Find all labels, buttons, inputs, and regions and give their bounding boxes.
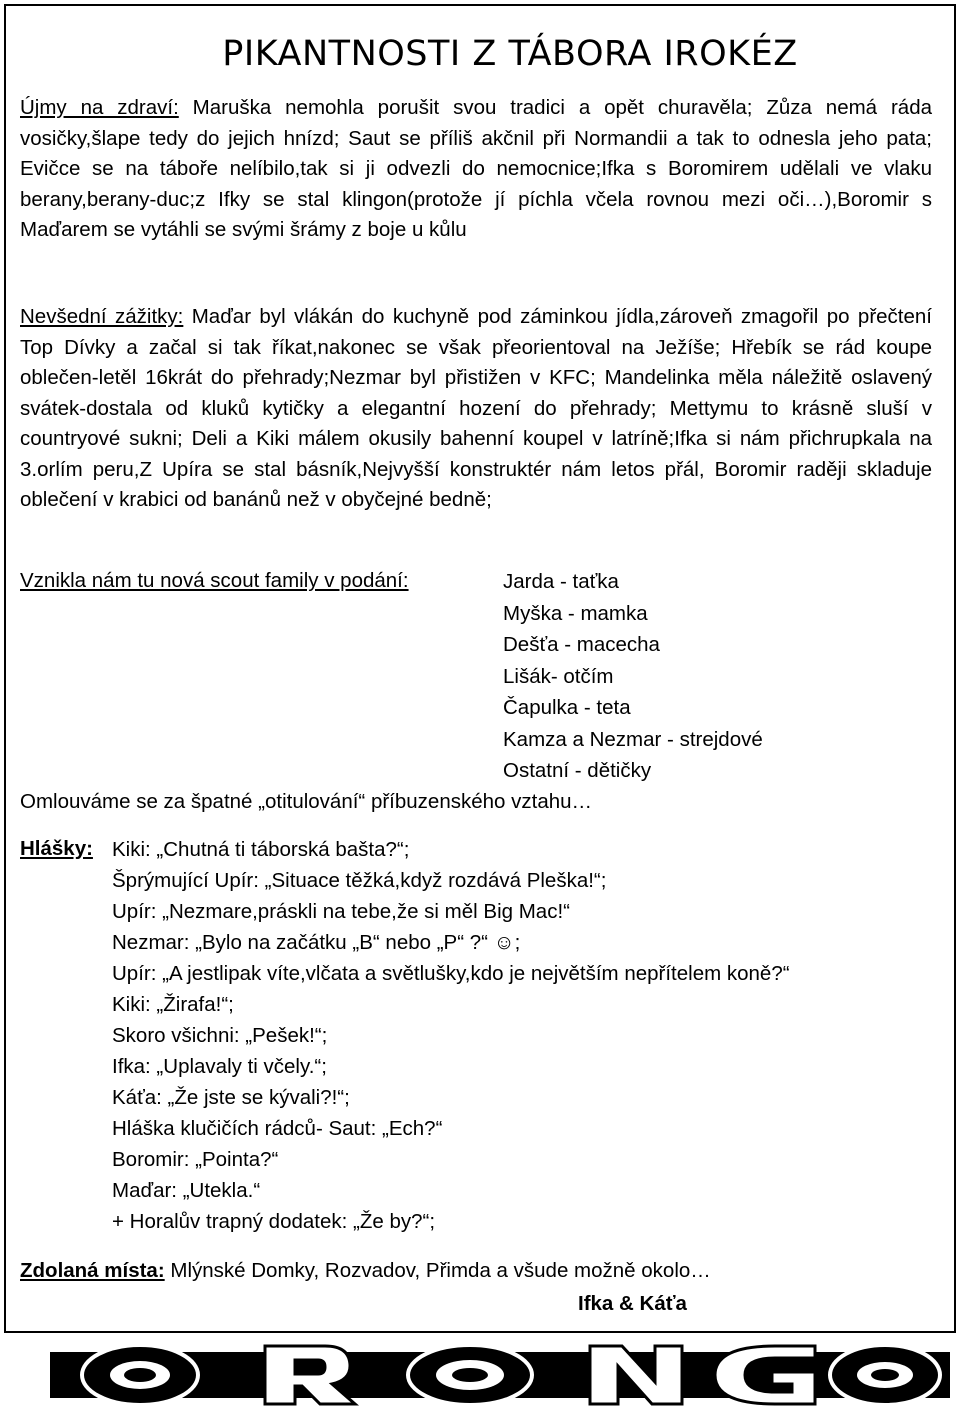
quote-line: + Horalův trapný dodatek: „Že by?“; [112,1210,436,1233]
quote-line: Hláška klučičích rádců- Saut: „Ech?“ [112,1117,443,1140]
page-title: PIKANTNOSTI Z TÁBORA IROKÉZ [222,34,798,74]
injuries-paragraph [20,93,932,246]
family-member: Lišák- otčím [503,664,614,688]
quotes-list [112,834,790,1237]
injuries-text: Maruška nemohla porušit svou tradici a opět churavěla; Zůza nemá ráda vosičky,šlape tedy do jejich hnízd; Saut se příliš akčnil při Normandii a tak to odnesla jeho pata; Evičce se na táboře nelíbilo,tak si ji odvezli do nemocnice;Ifka s Boromirem udělali ve vlaku berany,berany-duc;z Ifky se stal klingon(protože jí píchla včela rovnou mezi oči…),Boromir s Maďarem se vytáhli se svými šrámy z boje u kůlu [20,96,932,241]
injuries-label: Újmy na zdraví: [20,96,179,119]
experiences-text: Maďar byl vlákán do kuchyně pod záminkou jídla,zároveň zmagořil po přečtení Top Dívky a začal si tak říkat,nakonec se však přeorientoval na Ježíše; Hřebík se rád koupe oblečen-letěl 16krát do přehrady;Nezmar byl přistižen v KFC; Mandelinka měla náležitě oslavený svátek-dostala od kluků kytičky a elegantní hození do přehrady; Mettymu to krásně sluší v countryové sukni; Deli a Kiki málem okusily bahenní koupel v latríně;Ifka si nám přichrupkala na 3.orlím peru,Z Upíra se stal básník,Nejvyšší konstruktér nám letos přál, Boromir raději skladuje oblečení v krabici od banánů než v obyčejné bedně; [20,305,932,511]
quotes-label: Hlášky: [20,837,93,860]
experiences-paragraph [20,302,932,516]
family-member: Kamza a Nezmar - strejdové [503,727,763,751]
signature: Ifka & Káťa [578,1292,687,1315]
quote-line: Kiki: „Žirafa!“; [112,993,234,1016]
quote-line: Boromir: „Pointa?“ [112,1148,279,1171]
family-label: Vznikla nám tu nová scout family v podání: [20,569,409,592]
family-member: Ostatní - dětičky [503,759,652,782]
quote-line: Nezmar: „Bylo na začátku „B“ nebo „P“ ?“ ☺; [112,931,521,954]
places-text: Mlýnské Domky, Rozvadov, Přimda a všude možně okolo… [164,1259,711,1282]
quote-line: Káťa: „Že jste se kývali?!“; [112,1086,350,1109]
family-member: Dešťa - macecha [503,633,660,656]
quote-line: Upír: „A jestlipak víte,vlčata a světlušky,kdo je největším nepřítelem koně?“ [112,962,790,985]
apology-text: Omlouváme se za špatné „otitulování“ příbuzenského vztahu… [20,790,593,813]
quote-line: Maďar: „Utekla.“ [112,1179,261,1202]
places-label: Zdolaná místa: [20,1259,165,1282]
quote-line: Kiki: „Chutná ti táborská bašta?“; [112,838,410,861]
family-member: Jarda - taťka [503,570,619,593]
family-member: Čapulka - teta [503,696,631,719]
family-member: Myška - mamka [503,601,648,625]
quote-line: Ifka: „Uplavaly ti včely.“; [112,1055,327,1078]
orongo-logo-icon [50,1338,950,1410]
places-paragraph [20,1256,711,1286]
family-list [503,566,763,787]
quote-line: Šprýmující Upír: „Situace těžká,když rozdává Pleška!“; [112,869,607,892]
quote-line: Upír: „Nezmare,práskli na tebe,že si měl Big Mac!“ [112,900,570,923]
quote-line: Skoro všichni: „Pešek!“; [112,1024,328,1047]
experiences-label: Nevšední zážitky: [20,305,184,328]
